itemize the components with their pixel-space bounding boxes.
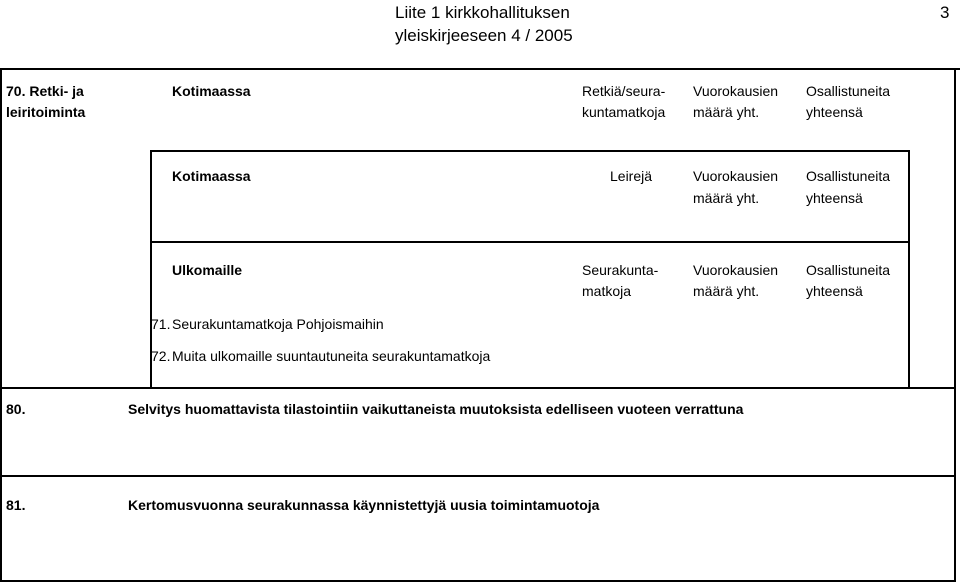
abroad-right-border (908, 241, 910, 389)
abroad-col-trips-line1: Seurakunta- (582, 262, 659, 278)
section70-label-line2: leiritoiminta (6, 104, 86, 120)
divider-camps (150, 150, 910, 152)
page-number: 3 (940, 3, 950, 22)
camps-col-participants-line1: Osallistuneita (806, 168, 891, 184)
camps-right-border (908, 150, 910, 242)
section70-col-participants-line1: Osallistuneita (806, 83, 891, 99)
abroad-col-participants-line1: Osallistuneita (806, 262, 891, 278)
section70-col-participants-line2: yhteensä (806, 104, 863, 120)
section70-col-trips-line1: Retkiä/seura- (582, 83, 666, 99)
abroad-col-participants-line2: yhteensä (806, 283, 863, 299)
camps-col-days-line1: Vuorokausien (693, 168, 779, 184)
camps-col-camps: Leirejä (610, 168, 653, 184)
abroad-row-71-number: 71. (151, 316, 171, 332)
camps-col-participants-line2: yhteensä (806, 190, 863, 206)
section70-label-line1: 70. Retki- ja (6, 83, 84, 99)
divider-section80 (0, 387, 956, 389)
section81-number: 81. (6, 497, 26, 513)
section81-text: Kertomusvuonna seurakunnassa käynnistettyjä uusia toimintamuotoja (128, 497, 600, 513)
section70-col-trips-line2: kuntamatkoja (582, 104, 666, 120)
section70-domestic: Kotimaassa (172, 83, 251, 99)
abroad-row-71-label: Seurakuntamatkoja Pohjoismaihin (172, 316, 384, 332)
section70-col-days-line1: Vuorokausien (693, 83, 779, 99)
header-title-line2: yleiskirjeeseen 4 / 2005 (395, 26, 573, 45)
camps-domestic: Kotimaassa (172, 168, 251, 184)
abroad-label: Ulkomaille (172, 262, 243, 278)
section70-col-days-line2: määrä yht. (693, 104, 760, 120)
left-border (0, 68, 2, 582)
section80-text: Selvitys huomattavista tilastointiin vaikuttaneista muutoksista edelliseen vuoteen verrattuna (128, 401, 744, 417)
abroad-row-72-number: 72. (151, 348, 171, 364)
divider-section81 (0, 475, 956, 477)
header-title-line1: Liite 1 kirkkohallituksen (395, 3, 570, 22)
abroad-col-days-line1: Vuorokausien (693, 262, 779, 278)
camps-col-days-line2: määrä yht. (693, 190, 760, 206)
abroad-row-72-label: Muita ulkomaille suuntautuneita seurakuntamatkoja (172, 348, 491, 364)
abroad-col-days-line2: määrä yht. (693, 283, 760, 299)
divider-abroad (150, 241, 910, 243)
section80-number: 80. (6, 401, 26, 417)
abroad-col-trips-line2: matkoja (582, 283, 632, 299)
top-rule (0, 68, 960, 70)
camps-left-border (150, 150, 152, 242)
right-border (954, 68, 956, 582)
